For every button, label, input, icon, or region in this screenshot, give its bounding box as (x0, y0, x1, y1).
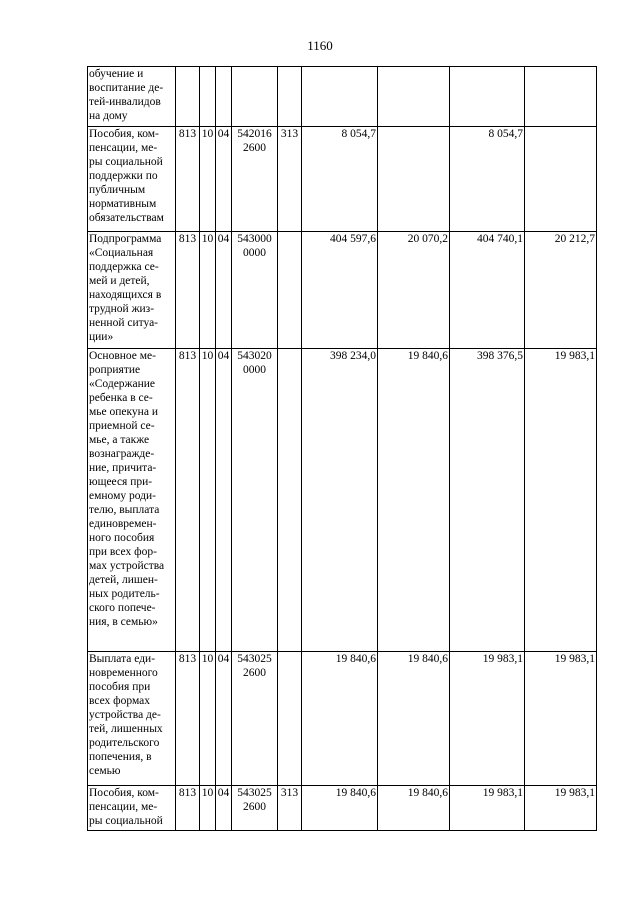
table-row (88, 127, 597, 232)
amount-1: 8 054,7 (302, 127, 378, 232)
expense-type-code: 313 (278, 786, 302, 831)
amount-4 (525, 67, 597, 127)
row-name: обучение и воспитание де- тей-инвалидов на дому (88, 67, 176, 127)
amount-3: 19 983,1 (450, 652, 525, 786)
section-code: 10 (200, 349, 216, 652)
subsection-code: 04 (216, 232, 232, 349)
expense-type-code (278, 652, 302, 786)
amount-1: 19 840,6 (302, 786, 378, 831)
amount-3: 398 376,5 (450, 349, 525, 652)
admin-code: 813 (176, 786, 200, 831)
amount-4: 20 212,7 (525, 232, 597, 349)
amount-3: 404 740,1 (450, 232, 525, 349)
row-name: Подпрограмма «Социальная поддержка се- мей и детей, находящихся в трудной жиз- ненной ситуа- ции» (88, 232, 176, 349)
row-name: Основное ме- роприятие «Содержание ребенка в се- мье опекуна и приемной се- мье, а также вознагражде- ние, причита- ющееся при- емному роди- телю, выплата единовремен- ного пособия при всех фор- мах устройства детей, лишен- ных родитель- ского попече- ния, в семью» (88, 349, 176, 652)
amount-1 (302, 67, 378, 127)
amount-3: 19 983,1 (450, 786, 525, 831)
target-article-code: 542016 2600 (232, 127, 278, 232)
amount-3: 8 054,7 (450, 127, 525, 232)
page-number: 1160 (307, 38, 333, 53)
row-name: Выплата еди- новременного пособия при всех формах устройства де- тей, лишенных родительского попечения, в семью (88, 652, 176, 786)
amount-2: 19 840,6 (378, 349, 450, 652)
amount-1: 404 597,6 (302, 232, 378, 349)
expense-type-code: 313 (278, 127, 302, 232)
section-code: 10 (200, 232, 216, 349)
section-code: 10 (200, 127, 216, 232)
subsection-code: 04 (216, 349, 232, 652)
amount-1: 398 234,0 (302, 349, 378, 652)
subsection-code: 04 (216, 127, 232, 232)
amount-4: 19 983,1 (525, 349, 597, 652)
admin-code: 813 (176, 232, 200, 349)
amount-2: 19 840,6 (378, 652, 450, 786)
table-row (88, 232, 597, 349)
admin-code: 813 (176, 652, 200, 786)
target-article-code: 543025 2600 (232, 652, 278, 786)
expense-type-code (278, 349, 302, 652)
admin-code (176, 67, 200, 127)
amount-4: 19 983,1 (525, 786, 597, 831)
table-row (88, 786, 597, 831)
subsection-code: 04 (216, 652, 232, 786)
budget-table (87, 66, 597, 831)
amount-2 (378, 67, 450, 127)
table-row (88, 67, 597, 127)
expense-type-code (278, 67, 302, 127)
subsection-code (216, 67, 232, 127)
amount-4: 19 983,1 (525, 652, 597, 786)
amount-2 (378, 127, 450, 232)
row-name: Пособия, ком- пенсации, ме- ры социальной поддержки по публичным нормативным обязательствам (88, 127, 176, 232)
section-code (200, 67, 216, 127)
amount-2: 19 840,6 (378, 786, 450, 831)
amount-4 (525, 127, 597, 232)
table-row (88, 652, 597, 786)
section-code: 10 (200, 786, 216, 831)
target-article-code: 543025 2600 (232, 786, 278, 831)
section-code: 10 (200, 652, 216, 786)
table-row (88, 349, 597, 652)
expense-type-code (278, 232, 302, 349)
admin-code: 813 (176, 127, 200, 232)
target-article-code: 543020 0000 (232, 349, 278, 652)
target-article-code (232, 67, 278, 127)
amount-2: 20 070,2 (378, 232, 450, 349)
subsection-code: 04 (216, 786, 232, 831)
amount-3 (450, 67, 525, 127)
row-name: Пособия, ком- пенсации, ме- ры социальной (88, 786, 176, 831)
admin-code: 813 (176, 349, 200, 652)
target-article-code: 543000 0000 (232, 232, 278, 349)
amount-1: 19 840,6 (302, 652, 378, 786)
